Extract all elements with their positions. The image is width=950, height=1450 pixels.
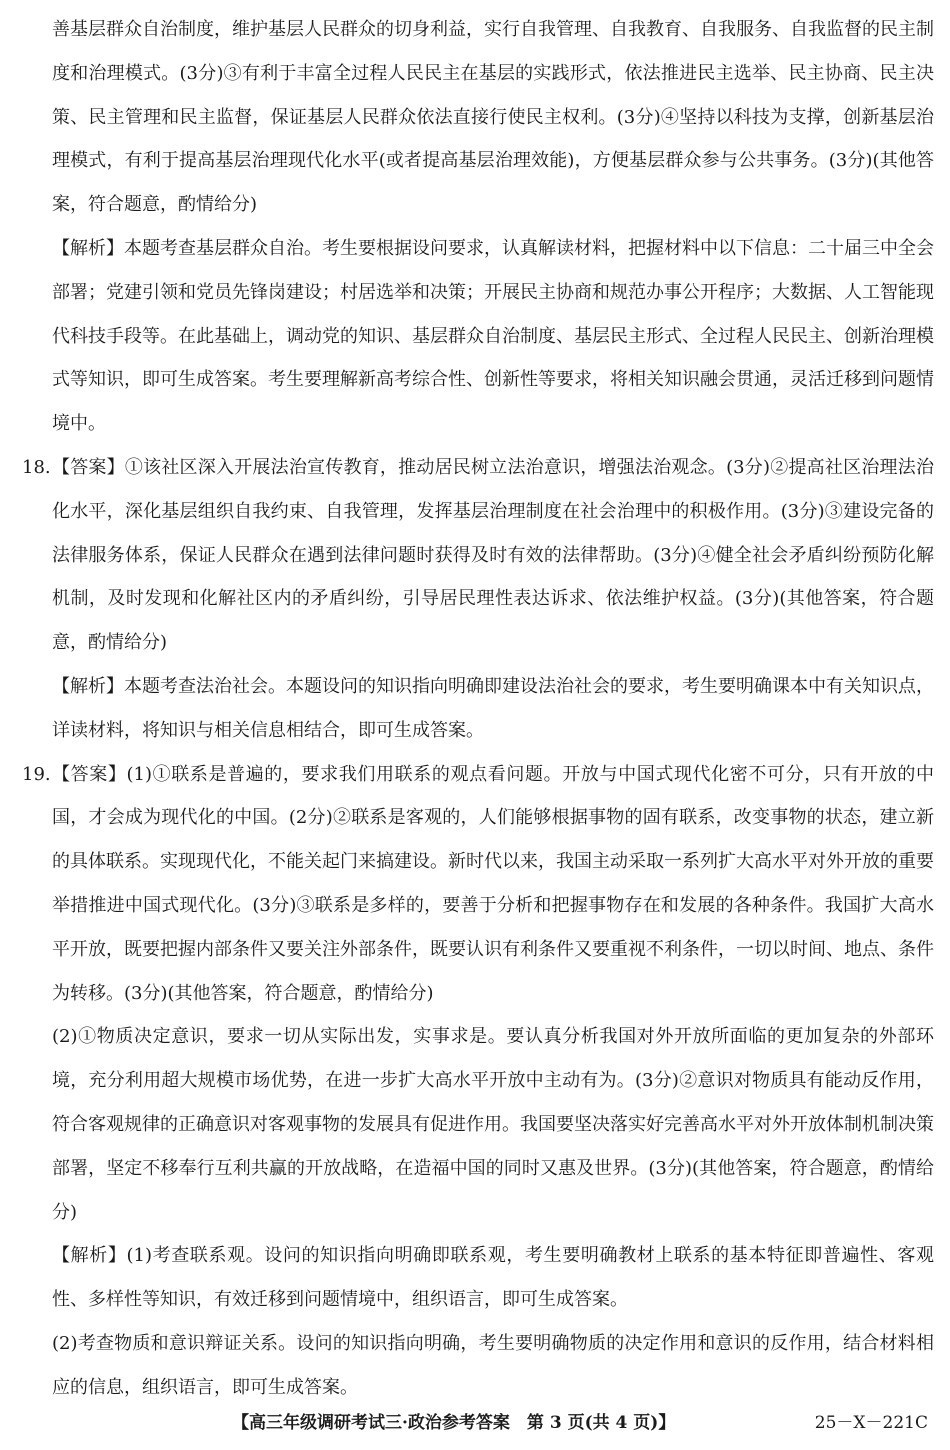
answer-content [22,8,934,1410]
q19-analysis-part2: (2)考查物质和意识辩证关系。设问的知识指向明确，考生要明确物质的决定作用和意识的反作用，结合材料相应的信息，组织语言，即可生成答案。 [52,1332,934,1398]
q17-analysis: 【解析】本题考查基层群众自治。考生要根据设问要求，认真解读材料，把握材料中以下信息：二十届三中全会部署；党建引领和党员先锋岗建设；村居选举和决策；开展民主协商和规范办事公开程序；大数据、人工智能现代科技手段等。在此基础上，调动党的知识、基层群众自治制度、基层民主形式、全过程人民民主、创新治理模式等知识，即可生成答案。考生要理解新高考综合性、创新性等要求，将相关知识融会贯通，灵活迁移到问题情境中。 [52,237,934,435]
q17-answer-continuation: 善基层群众自治制度，维护基层人民群众的切身利益，实行自我管理、自我教育、自我服务、自我监督的民主制度和治理模式。(3分)③有利于丰富全过程人民民主在基层的实践形式，依法推进民主选举、民主协商、民主决策、民主管理和民主监督，保证基层人民群众依法直接行使民主权利。(3分)④坚持以科技为支撑，创新基层治理模式，有利于提高基层治理现代化水平(或者提高基层治理效能)，方便基层群众参与公共事务。(3分)(其他答案，符合题意，酌情给分) [52,19,934,216]
q19-answer-part1: 【答案】(1)①联系是普遍的，要求我们用联系的观点看问题。开放与中国式现代化密不可分，只有开放的中国，才会成为现代化的中国。(2分)②联系是客观的，人们能够根据事物的固有联系，改变事物的状态，建立新的具体联系。实现现代化，不能关起门来搞建设。新时代以来，我国主动采取一系列扩大高水平对外开放的重要举措推进中国式现代化。(3分)③联系是多样的，要善于分析和把握事物存在和发展的各种条件。我国扩大高水平开放，既要把握内部条件又要关注外部条件，既要认识有利条件又要重视不利条件，一切以时间、地点、条件为转移。(3分)(其他答案，符合题意，酌情给分) [52,763,934,1004]
q18-block [22,446,934,665]
q18-number: 18. [22,456,51,478]
footer-title: 【高三年级调研考试三·政治参考答案 第 3 页(共 4 页)】 [232,1413,676,1433]
q18-analysis: 【解析】本题考查法治社会。本题设问的知识指向明确即建设法治社会的要求，考生要明确课本中有关知识点，详读材料，将知识与相关信息相结合，即可生成答案。 [52,675,934,741]
q19-analysis-part1: 【解析】(1)考查联系观。设问的知识指向明确即联系观，考生要明确教材上联系的基本特征即普遍性、客观性、多样性等知识，有效迁移到问题情境中，组织语言，即可生成答案。 [52,1245,934,1311]
page-footer [0,1402,950,1436]
footer-code: 25－X－221C [814,1413,928,1433]
q18-answer: 【答案】①该社区深入开展法治宣传教育，推动居民树立法治意识，增强法治观念。(3分)②提高社区治理法治化水平，深化基层组织自我约束、自我管理，发挥基层治理制度在社会治理中的积极作用。(3分)③建设完备的法律服务体系，保证人民群众在遇到法律问题时获得及时有效的法律帮助。(3分)④健全社会矛盾纠纷预防化解机制，及时发现和化解社区内的矛盾纠纷，引导居民理性表达诉求、依法维护权益。(3分)(其他答案，符合题意，酌情给分) [52,456,934,654]
q19-number: 19. [22,763,51,785]
q19-answer-part2: (2)①物质决定意识，要求一切从实际出发，实事求是。要认真分析我国对外开放所面临的更加复杂的外部环境，充分利用超大规模市场优势，在进一步扩大高水平开放中主动有为。(3分)②意识对物质具有能动反作用，符合客观规律的正确意识对客观事物的发展具有促进作用。我国要坚决落实好完善高水平对外开放体制机制决策部署，坚定不移奉行互利共赢的开放战略，在造福中国的同时又惠及世界。(3分)(其他答案，符合题意，酌情给分) [52,1026,934,1223]
q19-block [22,753,934,1016]
